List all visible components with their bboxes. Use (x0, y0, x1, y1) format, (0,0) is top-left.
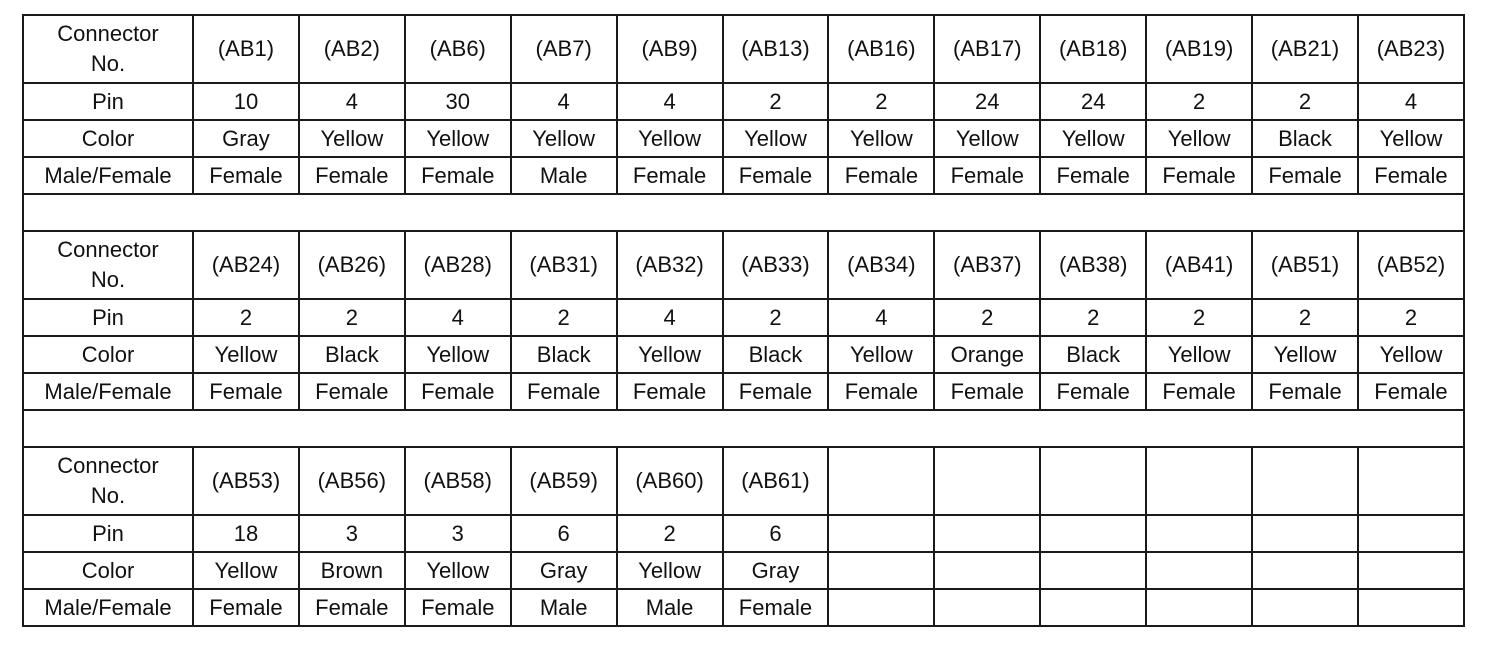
color-cell: Gray (723, 552, 829, 589)
connector-number-cell: (AB61) (723, 447, 829, 515)
pin-row (23, 299, 1464, 336)
connector-number-cell: (AB2) (299, 15, 405, 83)
color-cell: Black (723, 336, 829, 373)
connector-number-cell: (AB52) (1358, 231, 1464, 299)
gender-cell: Female (1146, 373, 1252, 410)
connector-number-cell: (AB26) (299, 231, 405, 299)
spacer-cell (23, 194, 1464, 231)
color-cell: Yellow (617, 552, 723, 589)
color-cell: Yellow (405, 552, 511, 589)
connector-number-cell: (AB17) (934, 15, 1040, 83)
color-cell (1358, 552, 1464, 589)
pin-count-cell: 2 (617, 515, 723, 552)
connector-number-cell (1252, 447, 1358, 515)
connector-number-cell: (AB23) (1358, 15, 1464, 83)
pin-count-cell: 2 (934, 299, 1040, 336)
color-cell: Yellow (193, 552, 299, 589)
connector-number-cell: (AB32) (617, 231, 723, 299)
pin-row (23, 83, 1464, 120)
connector-number-cell (934, 447, 1040, 515)
color-cell: Yellow (405, 120, 511, 157)
gender-cell: Female (617, 157, 723, 194)
connector-number-cell: (AB60) (617, 447, 723, 515)
pin-label: Pin (23, 515, 193, 552)
connector-row (23, 15, 1464, 83)
color-cell: Yellow (1146, 120, 1252, 157)
pin-count-cell: 4 (405, 299, 511, 336)
color-cell: Orange (934, 336, 1040, 373)
pin-count-cell: 3 (299, 515, 405, 552)
gender-cell (934, 589, 1040, 626)
gender-cell: Female (828, 157, 934, 194)
color-cell (1146, 552, 1252, 589)
connector-number-cell: (AB9) (617, 15, 723, 83)
pin-count-cell (1040, 515, 1146, 552)
connector-row (23, 231, 1464, 299)
pin-count-cell: 4 (299, 83, 405, 120)
connector-number-cell: (AB7) (511, 15, 617, 83)
pin-count-cell: 2 (193, 299, 299, 336)
connector-number-cell: (AB19) (1146, 15, 1252, 83)
pin-count-cell: 2 (1040, 299, 1146, 336)
color-cell: Yellow (1040, 120, 1146, 157)
pin-count-cell: 4 (617, 299, 723, 336)
pin-count-cell: 24 (934, 83, 1040, 120)
color-label: Color (23, 336, 193, 373)
pin-count-cell (828, 515, 934, 552)
pin-count-cell: 2 (1252, 299, 1358, 336)
gender-cell: Female (1358, 373, 1464, 410)
pin-count-cell: 2 (299, 299, 405, 336)
connector-label-line1: Connector (57, 237, 159, 262)
pin-row (23, 515, 1464, 552)
connector-number-cell: (AB16) (828, 15, 934, 83)
gender-cell: Female (405, 373, 511, 410)
color-cell: Brown (299, 552, 405, 589)
gender-cell (1358, 589, 1464, 626)
mf-row (23, 157, 1464, 194)
color-row (23, 336, 1464, 373)
pin-count-cell (1146, 515, 1252, 552)
connector-label-line2: No. (90, 51, 126, 76)
pin-count-cell: 4 (828, 299, 934, 336)
male-female-label: Male/Female (23, 589, 193, 626)
pin-count-cell: 6 (511, 515, 617, 552)
gender-cell: Female (405, 157, 511, 194)
color-cell: Yellow (1358, 336, 1464, 373)
color-label: Color (23, 120, 193, 157)
pin-count-cell: 2 (1146, 299, 1252, 336)
connector-number-cell (1358, 447, 1464, 515)
color-label: Color (23, 552, 193, 589)
color-row (23, 552, 1464, 589)
pin-count-cell (1252, 515, 1358, 552)
color-cell (1252, 552, 1358, 589)
connector-number-cell: (AB58) (405, 447, 511, 515)
color-cell: Yellow (828, 336, 934, 373)
gender-cell: Female (723, 373, 829, 410)
pin-count-cell (934, 515, 1040, 552)
pin-count-cell: 2 (1252, 83, 1358, 120)
connector-number-cell (828, 447, 934, 515)
connector-no-label (23, 231, 193, 299)
connector-number-cell: (AB6) (405, 15, 511, 83)
color-cell (934, 552, 1040, 589)
connector-number-cell: (AB18) (1040, 15, 1146, 83)
pin-count-cell: 18 (193, 515, 299, 552)
connector-no-label (23, 447, 193, 515)
color-cell: Black (299, 336, 405, 373)
color-cell: Yellow (723, 120, 829, 157)
color-row (23, 120, 1464, 157)
pin-count-cell: 2 (723, 83, 829, 120)
pin-count-cell (1358, 515, 1464, 552)
table-body (23, 15, 1464, 626)
connector-number-cell: (AB28) (405, 231, 511, 299)
gender-cell: Female (1146, 157, 1252, 194)
gender-cell: Female (828, 373, 934, 410)
connector-number-cell: (AB31) (511, 231, 617, 299)
color-cell: Yellow (828, 120, 934, 157)
connector-number-cell: (AB38) (1040, 231, 1146, 299)
connector-label-line1: Connector (57, 21, 159, 46)
connector-number-cell: (AB37) (934, 231, 1040, 299)
pin-count-cell: 2 (1358, 299, 1464, 336)
gender-cell (1252, 589, 1358, 626)
connector-number-cell: (AB1) (193, 15, 299, 83)
connector-label-line1: Connector (57, 453, 159, 478)
gender-cell: Female (723, 157, 829, 194)
connector-number-cell: (AB59) (511, 447, 617, 515)
connector-number-cell: (AB53) (193, 447, 299, 515)
connector-number-cell: (AB56) (299, 447, 405, 515)
gender-cell: Male (617, 589, 723, 626)
color-cell: Black (1252, 120, 1358, 157)
color-cell: Yellow (1252, 336, 1358, 373)
connector-label-line2: No. (90, 267, 126, 292)
gender-cell: Female (193, 373, 299, 410)
pin-count-cell: 30 (405, 83, 511, 120)
connector-number-cell: (AB13) (723, 15, 829, 83)
color-cell: Yellow (405, 336, 511, 373)
color-cell: Gray (193, 120, 299, 157)
connector-number-cell: (AB34) (828, 231, 934, 299)
gender-cell (1040, 589, 1146, 626)
gender-cell: Female (1252, 157, 1358, 194)
color-cell: Yellow (617, 336, 723, 373)
connector-number-cell (1146, 447, 1252, 515)
gender-cell: Female (1252, 373, 1358, 410)
pin-count-cell: 6 (723, 515, 829, 552)
pin-count-cell: 2 (723, 299, 829, 336)
connector-number-cell: (AB41) (1146, 231, 1252, 299)
connector-number-cell: (AB51) (1252, 231, 1358, 299)
pin-count-cell: 24 (1040, 83, 1146, 120)
gender-cell: Female (405, 589, 511, 626)
connector-number-cell: (AB33) (723, 231, 829, 299)
gender-cell: Female (193, 589, 299, 626)
pin-count-cell: 2 (511, 299, 617, 336)
spacer-cell (23, 410, 1464, 447)
mf-row (23, 373, 1464, 410)
color-cell: Yellow (511, 120, 617, 157)
gender-cell: Female (723, 589, 829, 626)
pin-label: Pin (23, 299, 193, 336)
connector-table (22, 14, 1465, 627)
gender-cell: Male (511, 589, 617, 626)
color-cell: Yellow (299, 120, 405, 157)
connector-number-cell: (AB21) (1252, 15, 1358, 83)
pin-count-cell: 2 (828, 83, 934, 120)
pin-count-cell: 2 (1146, 83, 1252, 120)
color-cell: Black (1040, 336, 1146, 373)
pin-count-cell: 3 (405, 515, 511, 552)
connector-no-label (23, 15, 193, 83)
color-cell: Gray (511, 552, 617, 589)
male-female-label: Male/Female (23, 373, 193, 410)
pin-count-cell: 4 (511, 83, 617, 120)
gender-cell: Female (934, 373, 1040, 410)
color-cell: Yellow (1146, 336, 1252, 373)
color-cell (1040, 552, 1146, 589)
connector-number-cell (1040, 447, 1146, 515)
connector-number-cell: (AB24) (193, 231, 299, 299)
gender-cell: Male (511, 157, 617, 194)
pin-label: Pin (23, 83, 193, 120)
male-female-label: Male/Female (23, 157, 193, 194)
pin-count-cell: 10 (193, 83, 299, 120)
gender-cell (1146, 589, 1252, 626)
pin-count-cell: 4 (617, 83, 723, 120)
gender-cell: Female (193, 157, 299, 194)
color-cell: Yellow (617, 120, 723, 157)
mf-row (23, 589, 1464, 626)
color-cell: Yellow (934, 120, 1040, 157)
color-cell: Yellow (193, 336, 299, 373)
gender-cell (828, 589, 934, 626)
gender-cell: Female (511, 373, 617, 410)
pin-count-cell: 4 (1358, 83, 1464, 120)
gender-cell: Female (934, 157, 1040, 194)
gender-cell: Female (1040, 373, 1146, 410)
gender-cell: Female (299, 373, 405, 410)
gender-cell: Female (617, 373, 723, 410)
gender-cell: Female (1040, 157, 1146, 194)
color-cell (828, 552, 934, 589)
connector-label-line2: No. (90, 483, 126, 508)
connector-row (23, 447, 1464, 515)
color-cell: Yellow (1358, 120, 1464, 157)
spacer-row (23, 194, 1464, 231)
gender-cell: Female (1358, 157, 1464, 194)
gender-cell: Female (299, 589, 405, 626)
spacer-row (23, 410, 1464, 447)
gender-cell: Female (299, 157, 405, 194)
color-cell: Black (511, 336, 617, 373)
